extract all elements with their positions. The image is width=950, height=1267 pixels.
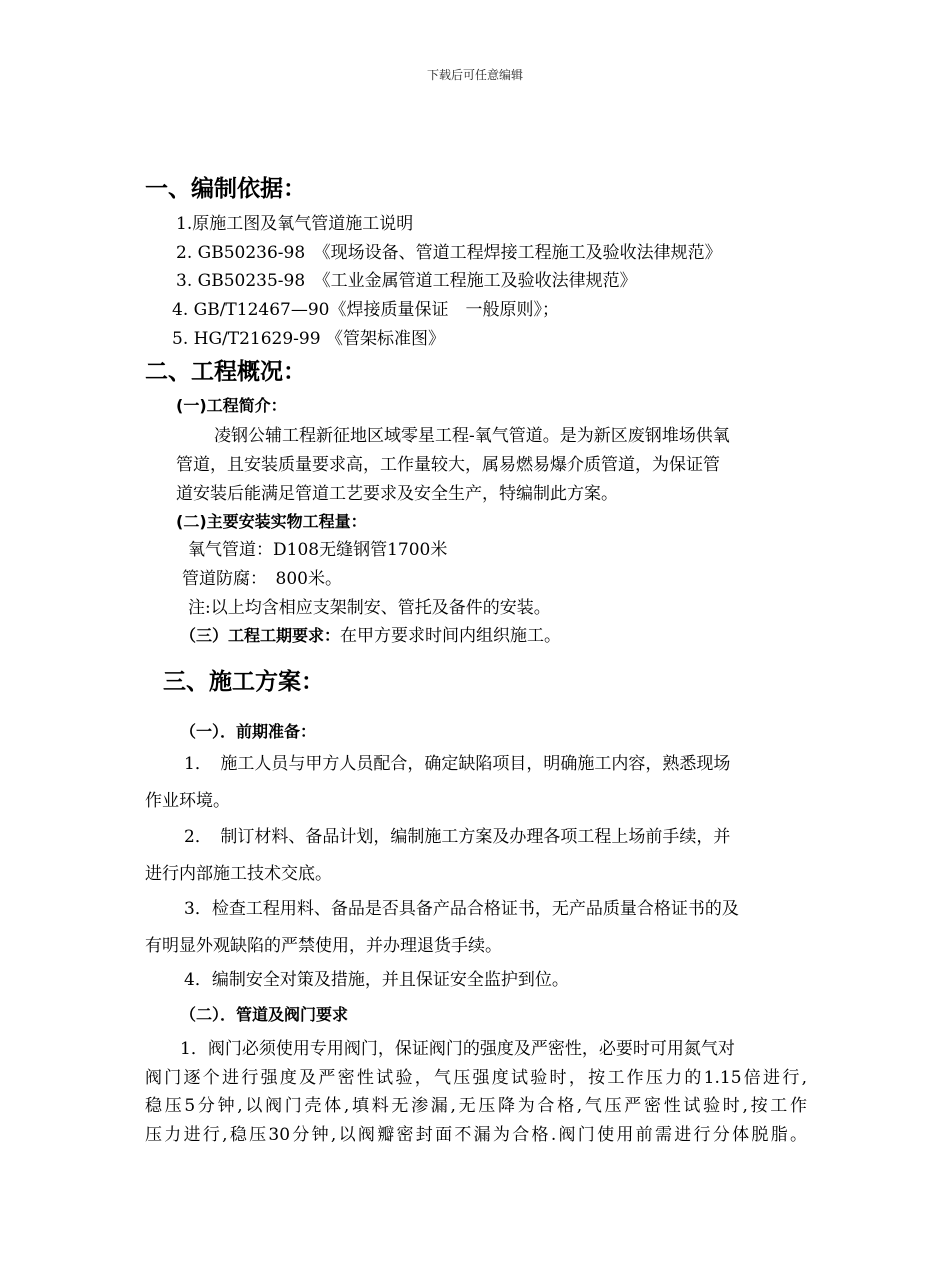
valve-text-line: 阀门逐个进行强度及严密性试验，气压强度试验时，按工作压力的1.15倍进行,	[145, 1068, 807, 1088]
quantity-line: 氧气管道：D108无缝钢管1700米	[188, 540, 448, 560]
overview-text-line: 管道，且安装质量要求高，工作量较大，属易燃易爆介质管道，为保证管	[176, 455, 720, 475]
basis-item-1: 1.原施工图及氧气管道施工说明	[176, 214, 414, 234]
overview-text-line: 凌钢公辅工程新征地区域零星工程-氧气管道。是为新区废钢堆场供氧	[214, 426, 730, 446]
schedule-line	[180, 624, 561, 648]
valve-text-line: 1．阀门必须使用专用阀门，保证阀门的强度及严密性，必要时可用氮气对	[180, 1039, 735, 1059]
basis-item-3: 3. GB50235-98 《工业金属管道工程施工及验收法律规范》	[176, 271, 637, 291]
section-2-title: 二、工程概况：	[145, 359, 306, 385]
basis-item-4: 4. GB/T12467—90《焊接质量保证 一般原则》；	[172, 300, 559, 320]
valve-text-line: 稳压5分钟,以阀门壳体,填料无渗漏,无压降为合格,气压严密性试验时,按工作	[145, 1096, 807, 1116]
overview-text-line: 道安装后能满足管道工艺要求及安全生产，特编制此方案。	[176, 484, 618, 504]
prep-line: 1． 施工人员与甲方人员配合，确定缺陷项目，明确施工内容，熟悉现场	[184, 754, 731, 774]
prep-line: 4．编制安全对策及措施，并且保证安全监护到位。	[184, 970, 569, 990]
prep-line: 有明显外观缺陷的严禁使用，并办理退货手续。	[145, 936, 502, 956]
prep-line: 作业环境。	[145, 791, 230, 811]
prep-subtitle: （一）．前期准备：	[180, 722, 317, 741]
quantities-subtitle: (二)主要安装实物工程量：	[176, 512, 367, 531]
prep-line: 3．检查工程用料、备品是否具备产品合格证书，无产品质量合格证书的及	[184, 899, 739, 919]
section-1-title: 一、编制依据：	[145, 176, 306, 202]
valve-subtitle: （二）．管道及阀门要求	[180, 1005, 349, 1024]
valve-text-line: 压力进行,稳压30分钟,以阀瓣密封面不漏为合格.阀门使用前需进行分体脱脂。	[145, 1125, 807, 1145]
schedule-text: 在甲方要求时间内组织施工。	[340, 626, 562, 646]
page-header: 下载后可任意编辑	[426, 68, 523, 82]
basis-item-5: 5. HG/T21629-99 《管架标准图》	[172, 329, 445, 349]
prep-line: 2． 制订材料、备品计划，编制施工方案及办理各项工程上场前手续，并	[184, 827, 731, 847]
prep-line: 进行内部施工技术交底。	[145, 864, 332, 884]
section-3-title: 三、施工方案：	[163, 669, 324, 695]
quantity-note: 注:以上均含相应支架制安、管托及备件的安装。	[188, 598, 551, 618]
schedule-label: （三）工程工期要求：	[180, 626, 341, 645]
overview-subtitle: (一)工程简介：	[176, 396, 287, 415]
basis-item-2: 2. GB50236-98 《现场设备、管道工程焊接工程施工及验收法律规范》	[176, 243, 722, 263]
quantity-line: 管道防腐： 800米。	[182, 569, 342, 589]
